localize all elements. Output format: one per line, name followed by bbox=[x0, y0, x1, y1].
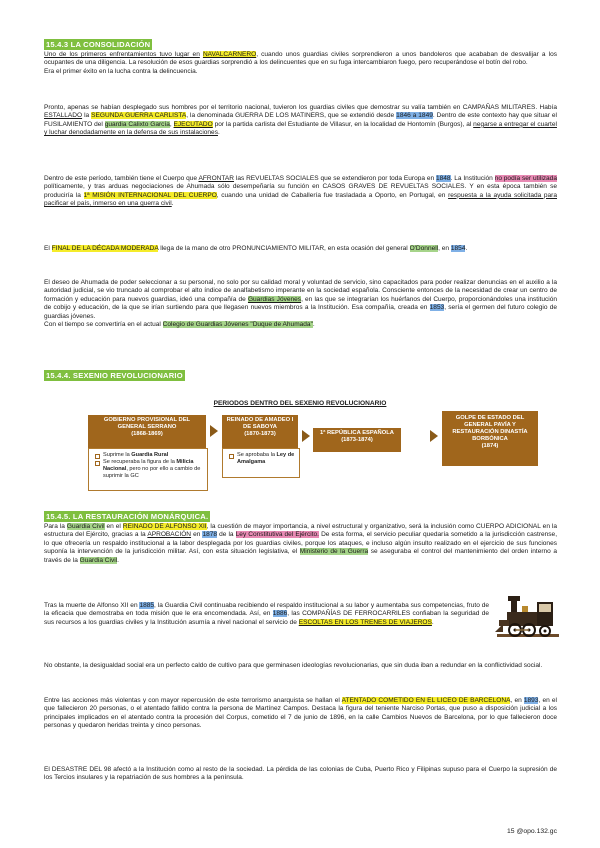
paragraph-desastre-98: El DESASTRE DEL 98 afectó a la Institución como al resto de la sociedad. La pérdida de las colonias de Cuba, Puerto Rico y Filipinas supuso para el Cuerpo la supresión de los Tercios insulares y la repatriación de sus hombres a la península. bbox=[44, 766, 557, 782]
arrow-icon bbox=[210, 425, 218, 437]
paragraph-revueltas-sociales: Dentro de este período, también tiene el Cuerpo que AFRONTAR las REVUELTAS SOCIALES que se extendieron por toda Europa en 1848. La Institución no podía ser utilizada políticamente, y tras arduas negociaciones de Ahumada sólo desempeñaría su función en CASOS GRAVES DE REVUELTAS SOCIALES. Y en esta época también se produciría la 1ª MISIÓN INTERNACIONAL DEL CUERPO, cuando una unidad de Caballería fue trasladada a Oporto, en Portugal, en respuesta a la ayuda solicitada para pacificar el país, inmerso en una guerra civil. bbox=[44, 175, 558, 208]
section-heading-consolidacion: 15.4.3 LA CONSOLIDACIÓN bbox=[46, 40, 151, 49]
author-handle: @opo.132.gc bbox=[516, 828, 557, 835]
paragraph-ferrocarriles: Tras la muerte de Alfonso XII en 1885, la Guardia Civil continuaba recibiendo el respaldo institucional a su labor y aumentaba sus competencias, fruto de la eficacia que demostraba en toda misión que le era encomendada. Así, en 1886, las COMPAÑÍAS DE FERROCARRILES confiaban la seguridad de sus recursos a los guardias civiles y la Institución asumía a nivel nacional el servicio de ESCOLTAS EN LOS TRENES DE VIAJEROS. bbox=[44, 602, 489, 626]
diagram-title: PERIODOS DENTRO DEL SEXENIO REVOLUCIONARIO bbox=[213, 400, 387, 407]
page-number: 15 bbox=[507, 828, 515, 835]
paragraph-alfonso-xii: Para la Guardia Civil en el REINADO DE ALFONSO XII, la cuestión de mayor importancia, a nivel estructural y organizativo, será la inclusión como CUERPO ADICIONAL en la estructura del Ejército, gracias a la APROBACIÓN en 1878 de la Ley Constitutiva del Ejército. De esta forma, el servicio peculiar quedaría sometido a la jurisdicción castrense, lo que ofrecería un respaldo institucional a la labor desplegada por los guardias civiles, porque los ataques, e incluso algún insulto realizado en el ejercicio de sus funciones suponía la intervención de la jurisdicción militar. Así, con esta situación legislativa, el Ministerio de la Guerra se aseguraba el control del mantenimiento del orden interno a través de la Guardia Civil. bbox=[44, 523, 558, 564]
paragraph-navalcarnero: Uno de los primeros enfrentamientos tuvo lugar en NAVALCARNERO, cuando unos guardias civiles sorprendieron a unos bandoleros que acababan de desvalijar a los ocupantes de una diligencia. La resolución de esos guardias sorprendió a los delincuentes que en su fuga intercambiaron fuego, pero recuperándose el botín del robo. Era el primer éxito en la lucha contra la delincuencia. bbox=[44, 51, 557, 75]
period-box-gobierno-provisional: GOBIERNO PROVISIONAL DEL GENERAL SERRANO (1868-1869) bbox=[88, 415, 206, 448]
period-details-amadeo: Se aprobaba la Ley de Amalgama bbox=[222, 448, 300, 478]
period-box-golpe-pavia: GOLPE DE ESTADO DEL GENERAL PAVÍA Y RESTAURACIÓN DINASTÍA BORBÓNICA (1874) bbox=[442, 411, 538, 466]
paragraph-decada-moderada: El FINAL DE LA DÉCADA MODERADA llega de la mano de otro PRONUNCIAMIENTO MILITAR, en esta ocasión del general O'Donnell, en 1854. bbox=[44, 245, 468, 252]
section-heading-sexenio: 15.4.4. SEXENIO REVOLUCIONARIO bbox=[46, 371, 183, 380]
locomotive-icon bbox=[493, 590, 563, 645]
period-details-gobierno-provisional: Suprime la Guardia Rural Se recuperaba la figura de la Milicia Nacional, pero no por ello a cambio de suprimir la GC bbox=[88, 448, 208, 491]
section-heading-restauracion: 15.4.5. LA RESTAURACIÓN MONÁRQUICA. bbox=[46, 512, 209, 521]
page-footer bbox=[507, 828, 557, 835]
paragraph-desigualdad: No obstante, la desigualdad social era un perfecto caldo de cultivo para que germinasen ideologías revolucionarias, que sin duda iban a redundar en la conflictividad social. bbox=[44, 662, 543, 669]
paragraph-liceo: Entre las acciones más violentas y con mayor repercusión de este terrorismo anarquista se hallan el ATENTADO COMETIDO EN EL LICEO DE BARCELONA, en 1893, en el que fallecieron 20 personas, o el atentado fallido contra la persona de Martínez Campos. Destaca la figura del teniente Narciso Portas, que puso a disposición judicial a los principales implicados en el atentado contra la procesión del Corpus, cometido el 7 de junio de 1896, en la calle Cambios Nuevos de Barcelona, por lo que fallecieron doce personas y quedaron heridas treinta y cinco personas. bbox=[44, 697, 557, 730]
arrow-icon bbox=[302, 430, 310, 442]
period-box-primera-republica: 1ª REPÚBLICA ESPAÑOLA (1873-1874) bbox=[313, 428, 401, 452]
period-box-amadeo: REINADO DE AMADEO I DE SABOYA (1870-1873) bbox=[222, 415, 298, 448]
paragraph-guardias-jovenes: El deseo de Ahumada de poder seleccionar a su personal, no solo por su calidad moral y voluntad de servicio, sino capacitados para poder realizar denuncias en el auxilio a la autoridad judicial, se vio truncado al comprobar el alto índice de analfabetismo imperante en la sociedad española. Consciente entonces de la necesidad de crear un centro de formación y educación para nuevos guardias, ideó una compañía de Guardias Jóvenes, en las que se integrarían los huérfanos del Cuerpo, proporcionándoles una institución de cobijo y educación, de la que se irían surtiendo para que llegasen nuevos miembros a la Institución. Esa compañía, creada en 1853, sería el germen del futuro colegio de guardias jóvenes. Con el tiempo se convertiría en el actual Colegio de Guardias Jóvenes "Duque de Ahumada". bbox=[44, 279, 557, 329]
paragraph-campanas-militares: Pronto, apenas se habían desplegado sus hombres por el territorio nacional, tuvieron los guardias civiles que demostrar su valía también en CAMPAÑAS MILITARES. Había ESTALLADO la SEGUNDA GUERRA CARLISTA, la denominada GUERRA DE LOS MATINERS, que se extendió desde 1846 a 1849. Dentro de este contexto hay que situar el FUSILAMIENTO del guardia Calixto García, EJECUTADO por la partida carlista del Estudiante de Villasur, en la localidad de Hontomín (Burgos), al negarse a entregar el cuartel y luchar denodadamente en la defensa de sus instalaciones. bbox=[44, 104, 557, 137]
arrow-icon bbox=[430, 430, 438, 442]
